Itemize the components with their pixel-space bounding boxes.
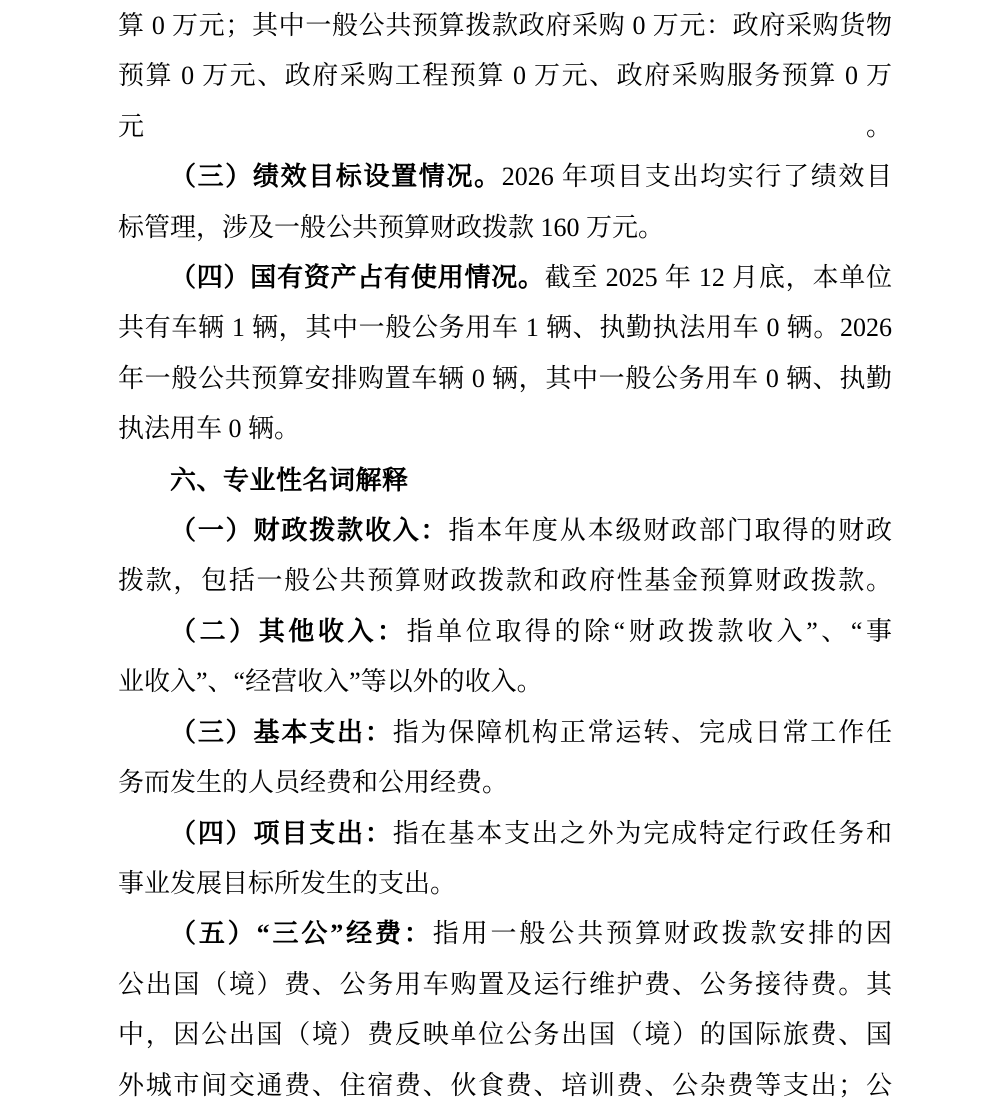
body-text: 标管理，涉及一般公共预算财政拨款 160 万元。 [118, 212, 665, 242]
text-line [118, 708, 892, 758]
body-text: 年一般公共预算安排购置车辆 0 辆，其中一般公务用车 0 辆、执勤 [118, 363, 892, 393]
text-line [118, 354, 892, 404]
para-state-assets [118, 253, 892, 455]
text-line [118, 657, 892, 707]
text-line [118, 303, 892, 353]
para-performance-targets [118, 152, 892, 253]
text-line [118, 960, 892, 1010]
para-term-basic-expenditure [118, 708, 892, 809]
para-government-procurement [118, 1, 892, 152]
para-term-other-income [118, 607, 892, 708]
body-text: 拨款，包括一般公共预算财政拨款和政府性基金预算财政拨款。 [118, 566, 892, 596]
body-text: 指为保障机构正常运转、完成日常工作任 [392, 717, 892, 747]
body-text: 指在基本支出之外为完成特定行政任务和 [392, 818, 892, 848]
heading-terminology [118, 455, 892, 506]
body-text: 共有车辆 1 辆，其中一般公务用车 1 辆、执勤执法用车 0 辆。2026 [118, 313, 892, 343]
body-text: 2026 年项目支出均实行了绩效目 [501, 162, 892, 192]
para-term-fiscal-appropriation [118, 506, 892, 607]
text-line [118, 404, 892, 454]
para-term-three-public-funds [118, 909, 892, 1111]
term-label: （一）财政拨款收入： [170, 516, 449, 546]
section-heading-text: 六、专业性名词解释 [170, 464, 409, 495]
text-line [118, 1010, 892, 1060]
body-text: 公出国（境）费、公务用车购置及运行维护费、公务接待费。其 [118, 969, 892, 999]
text-line [118, 809, 892, 859]
text-line [118, 859, 892, 909]
body-text: 预算 0 万元、政府采购工程预算 0 万元、政府采购服务预算 0 万元。 [118, 61, 892, 141]
text-line [118, 455, 892, 506]
body-text: 执法用车 0 辆。 [118, 414, 301, 444]
text-line [118, 1061, 892, 1111]
body-text: 中，因公出国（境）费反映单位公务出国（境）的国际旅费、国 [118, 1020, 892, 1050]
body-text: 算 0 万元；其中一般公共预算拨款政府采购 0 万元：政府采购货物 [118, 11, 892, 40]
text-line [118, 758, 892, 808]
body-text: 事业发展目标所发生的支出。 [118, 868, 457, 898]
body-text: 指用一般公共预算财政拨款安排的因 [432, 919, 892, 949]
body-text: 业收入”、“经营收入”等以外的收入。 [118, 667, 543, 697]
body-text: 外城市间交通费、住宿费、伙食费、培训费、公杂费等支出；公 [118, 1070, 892, 1100]
term-label: （三）绩效目标设置情况。 [170, 162, 502, 192]
para-term-project-expenditure [118, 809, 892, 910]
text-line [118, 506, 892, 556]
text-line [118, 556, 892, 606]
text-line [118, 253, 892, 303]
term-label: （五）“三公”经费： [170, 919, 433, 949]
body-text: 务而发生的人员经费和公用经费。 [118, 768, 509, 798]
body-text: 指本年度从本级财政部门取得的财政 [448, 516, 892, 546]
text-line [118, 909, 892, 959]
body-text: 截至 2025 年 12 月底，本单位 [544, 263, 892, 293]
term-label: （二）其他收入： [170, 616, 407, 646]
term-label: （四）项目支出： [170, 818, 393, 848]
document-page [118, 1, 892, 1111]
text-line [118, 1, 892, 51]
body-text: 指单位取得的除“财政拨款收入”、“事 [406, 616, 892, 646]
text-line [118, 152, 892, 202]
text-line [118, 203, 892, 253]
text-line [118, 51, 892, 152]
text-line [118, 607, 892, 657]
term-label: （四）国有资产占有使用情况。 [170, 263, 545, 293]
term-label: （三）基本支出： [170, 717, 393, 747]
